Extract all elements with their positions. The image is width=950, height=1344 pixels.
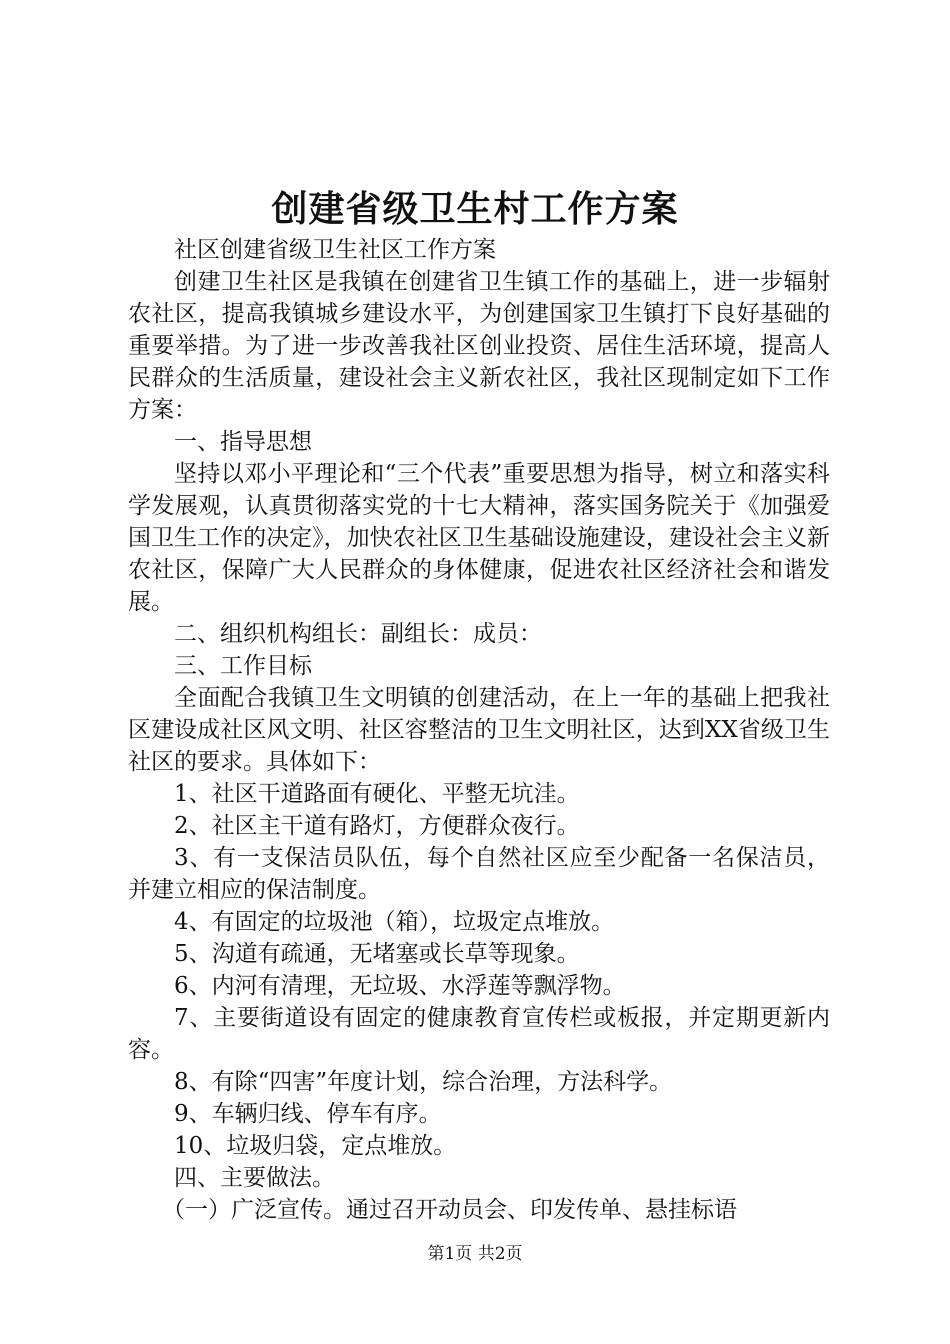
section-heading-main-practices: 四、主要做法。	[174, 1165, 335, 1191]
document-title: 创建省级卫生村工作方案	[271, 188, 679, 230]
document-body	[128, 234, 830, 1226]
list-item-goal-5: 5、沟道有疏通，无堵塞或长草等现象。	[174, 941, 580, 967]
section-heading-guiding-ideology: 一、指导思想	[174, 429, 312, 455]
paragraph-intro: 创建卫生社区是我镇在创建省卫生镇工作的基础上，进一步辐射农社区，提高我镇城乡建设水平，为创建国家卫生镇打下良好基础的重要举措。为了进一步改善我社区创业投资、居住生活环境，提高人民群众的生活质量，建设社会主义新农社区，我社区现制定如下工作方案：	[128, 269, 830, 423]
paragraph-work-goals: 全面配合我镇卫生文明镇的创建活动，在上一年的基础上把我社区建设成社区风文明、社区容整洁的卫生文明社区，达到XX省级卫生社区的要求。具体如下：	[128, 685, 830, 775]
paragraph-subtitle: 社区创建省级卫生社区工作方案	[174, 237, 496, 263]
list-item-goal-6: 6、内河有清理，无垃圾、水浮莲等飘浮物。	[174, 973, 626, 999]
list-item-goal-3: 3、有一支保洁员队伍，每个自然社区应至少配备一名保洁员，并建立相应的保洁制度。	[128, 845, 830, 903]
section-heading-work-goals: 三、工作目标	[174, 653, 312, 679]
paragraph-publicity: （一）广泛宣传。通过召开动员会、印发传单、悬挂标语	[162, 1197, 737, 1223]
paragraph-guiding-ideology: 坚持以邓小平理论和“三个代表”重要思想为指导，树立和落实科学发展观，认真贯彻落实党的十七大精神，落实国务院关于《加强爱国卫生工作的决定》，加快农社区卫生基础设施建设，建设社会主义新农社区，保障广大人民群众的身体健康，促进农社区经济社会和谐发展。	[128, 461, 830, 615]
page-number-footer: 第1页 共2页	[427, 1244, 523, 1264]
list-item-goal-10: 10、垃圾归袋，定点堆放。	[174, 1133, 457, 1159]
section-heading-organization: 二、组织机构组长：副组长：成员：	[174, 621, 542, 647]
list-item-goal-2: 2、社区主干道有路灯，方便群众夜行。	[174, 813, 580, 839]
list-item-goal-1: 1、社区干道路面有硬化、平整无坑洼。	[174, 781, 580, 807]
list-item-goal-4: 4、有固定的垃圾池（箱），垃圾定点堆放。	[174, 909, 615, 935]
list-item-goal-9: 9、车辆归线、停车有序。	[174, 1101, 442, 1127]
list-item-goal-7: 7、主要街道设有固定的健康教育宣传栏或板报，并定期更新内容。	[128, 1005, 830, 1063]
list-item-goal-8: 8、有除“四害”年度计划，综合治理，方法科学。	[174, 1069, 673, 1095]
